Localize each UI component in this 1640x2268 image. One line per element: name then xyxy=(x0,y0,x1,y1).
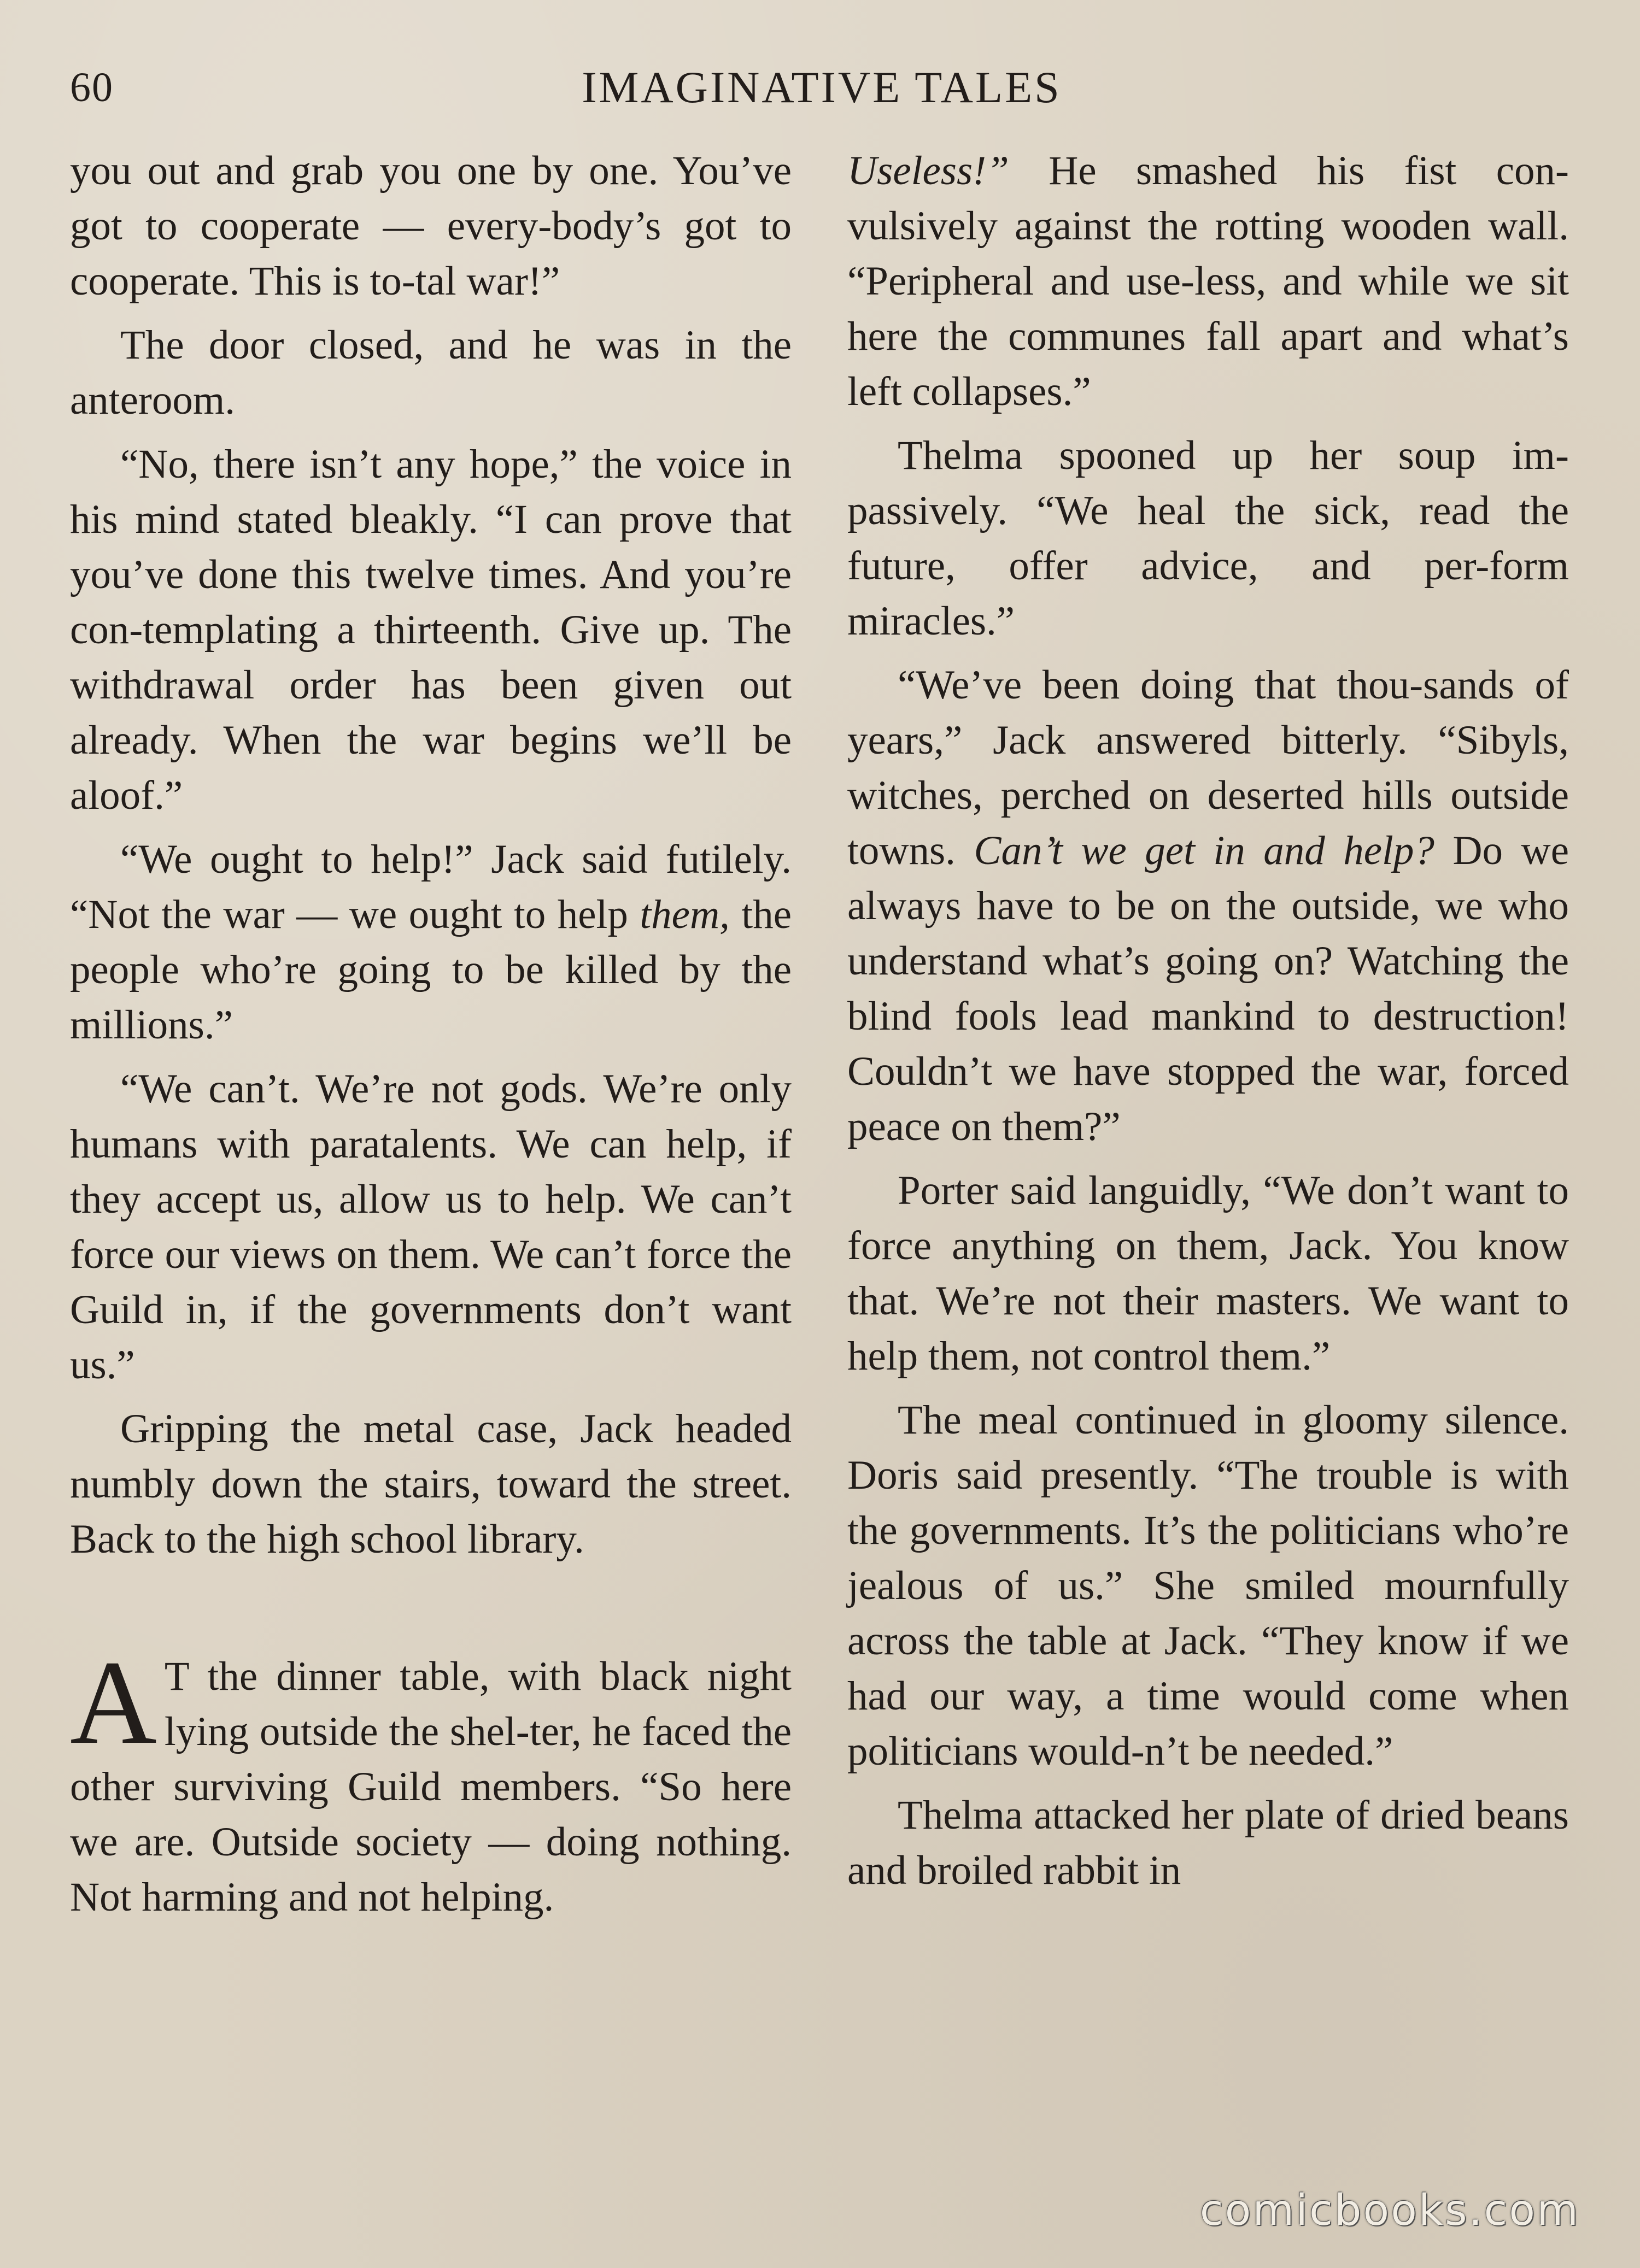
paragraph xyxy=(847,657,1569,1154)
paragraph: “No, there isn’t any hope,” the voice in his mind stated bleakly. “I can prove that you’ve done this twelve times. And you’re con-templating a thirteenth. Give up. The withdrawal order has been given out already. When the war begins we’ll be aloof.” xyxy=(70,442,792,818)
paragraph xyxy=(70,832,792,1053)
right-column xyxy=(847,143,1569,1907)
page-number: 60 xyxy=(70,64,114,110)
paragraph-text: He smashed his fist con-vulsively against the rotting wooden wall. “Peripheral and use-less, and while we sit here the communes fall apart and what’s left collapses.” xyxy=(847,148,1569,414)
drop-cap: A xyxy=(70,1636,157,1769)
emphasis-text: Useless!” xyxy=(847,148,1009,193)
section-opening-paragraph xyxy=(70,1636,792,1925)
paragraph-text: “We ought to help!” Jack said futilely. “Not the war — we ought to help xyxy=(70,837,792,937)
paragraph: Porter said languidly, “We don’t want to force anything on them, Jack. You know that. We’re not their masters. We want to help them, not control them.” xyxy=(847,1168,1569,1379)
paragraph-text: Do we always have to be on the outside, we who understand what’s going on? Watching the blind fools lead mankind to destruction! Couldn’t we have stopped the war, forced peace on them?” xyxy=(847,828,1569,1149)
paragraph: The door closed, and he was in the anteroom. xyxy=(70,322,792,423)
paragraph: Thelma attacked her plate of dried beans and broiled rabbit in xyxy=(847,1793,1569,1893)
watermark: comicbooks.com xyxy=(1199,2186,1580,2235)
paragraph: “We can’t. We’re not gods. We’re only humans with paratalents. We can help, if they accept us, allow us to help. We can’t force our views on them. We can’t force the Guild in, if the governments don’t want us.” xyxy=(70,1066,792,1388)
running-title: IMAGINATIVE TALES xyxy=(582,62,1062,112)
paragraph xyxy=(847,143,1569,419)
emphasis-text: them, xyxy=(640,892,730,937)
paragraph-text: the people who’re going to be killed by the millions.” xyxy=(70,892,792,1048)
paragraph: Gripping the metal case, Jack headed numbly down the stairs, toward the street. Back to the high school library. xyxy=(70,1406,792,1562)
left-column xyxy=(70,143,792,1934)
paragraph: Thelma spooned up her soup im-passively. “We heal the sick, read the future, offer advice, and per-form miracles.” xyxy=(847,433,1569,644)
emphasis-text: Can’t we get in and help? xyxy=(974,828,1434,873)
paragraph: you out and grab you one by one. You’ve got to cooperate — every-body’s got to cooperate. This is to-tal war!” xyxy=(70,148,792,304)
page-header xyxy=(70,55,1573,120)
paragraph-text: T the dinner table, with black night lying outside the shel-ter, he faced the other surviving Guild members. “So here we are. Outside society — doing nothing. Not harming and not helping. xyxy=(70,1654,792,1920)
paragraph-text: “We’ve been doing that thou-sands of years,” Jack answered bitterly. “Sibyls, witches, perched on deserted hills outside towns. xyxy=(847,662,1569,873)
paragraph: The meal continued in gloomy silence. Doris said presently. “The trouble is with the governments. It’s the politicians who’re jealous of us.” She smiled mournfully across the table at Jack. “They know if we had our way, a time would come when politicians would-n’t be needed.” xyxy=(847,1397,1569,1774)
